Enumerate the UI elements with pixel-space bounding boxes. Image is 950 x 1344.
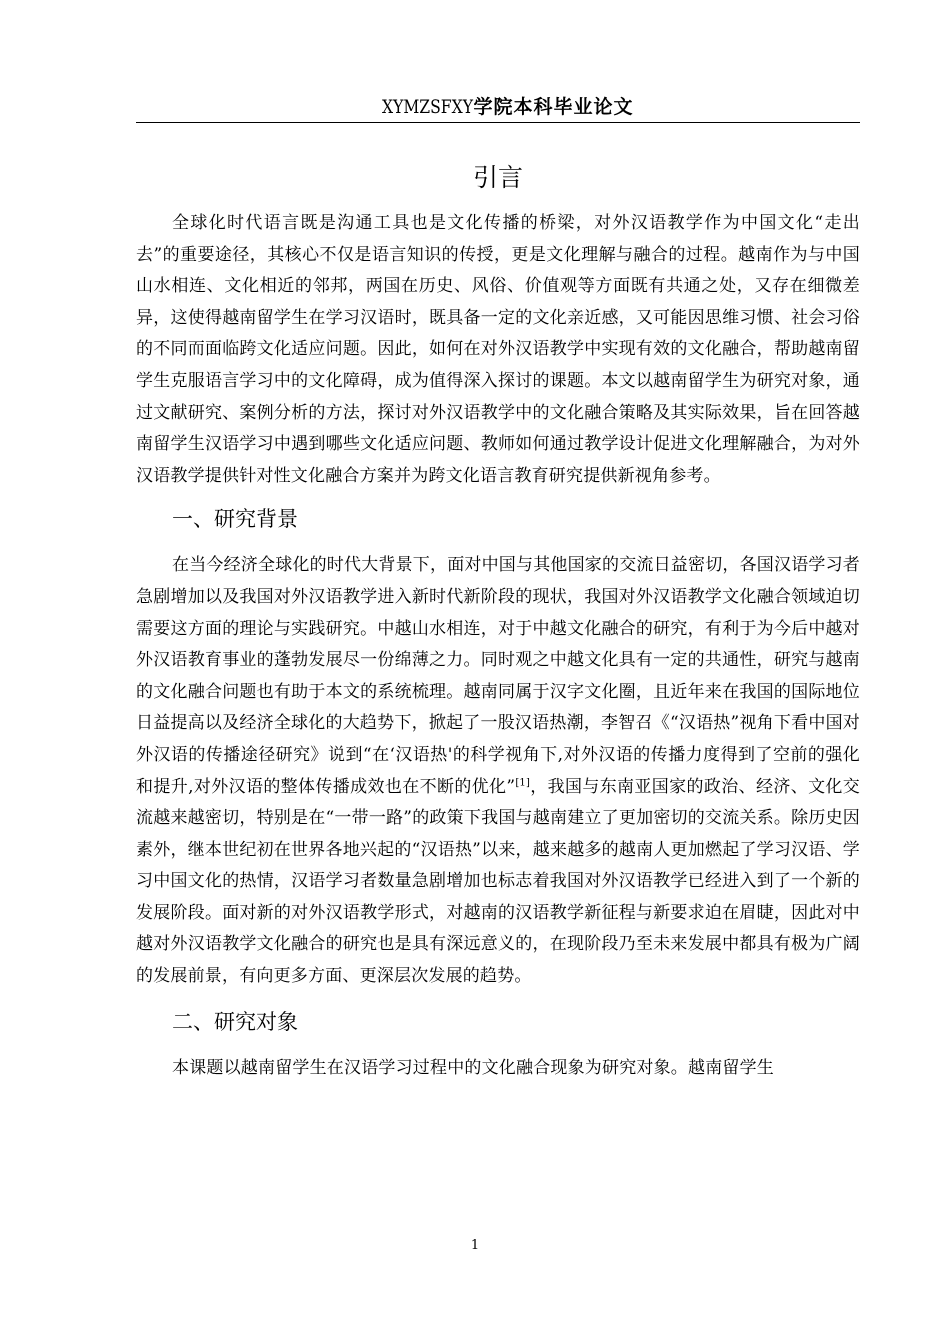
document-body [136,150,860,1084]
running-header [136,96,860,123]
section-heading-subject: 二、研究对象 [172,1009,298,1034]
intro-paragraph: 全球化时代语言既是沟通工具也是文化传播的桥梁，对外汉语教学作为中国文化“走出去”的重要途径，其核心不仅是语言知识的传授，更是文化理解与融合的过程。越南作为与中国山水相连、文化相近的邻邦，两国在历史、风俗、价值观等方面既有共通之处，又存在细微差异，这使得越南留学生在学习汉语时，既具备一定的文化亲近感，又可能因思维习惯、社会习俗的不同而面临跨文化适应问题。因此，如何在对外汉语教学中实现有效的文化融合，帮助越南留学生克服语言学习中的文化障碍，成为值得深入探讨的课题。本文以越南留学生为研究对象，通过文献研究、案例分析的方法，探讨对外汉语教学中的文化融合策略及其实际效果，旨在回答越南留学生汉语学习中遇到哪些文化适应问题、教师如何通过教学设计促进文化理解融合，为对外汉语教学提供针对性文化融合方案并为跨文化语言教育研究提供新视角参考。 [136,213,860,486]
page-title: 引言 [472,163,523,192]
subject-paragraph: 本课题以越南留学生在汉语学习过程中的文化融合现象为研究对象。越南留学生 [172,1057,774,1078]
section-heading-background: 一、研究背景 [172,507,298,532]
page-number: 1 [470,1238,480,1253]
background-paragraph-part2: ，我国与东南亚国家的政治、经济、文化交流越来越密切，特别是在“一带一路”的政策下我国与越南建立了更加密切的交流关系。除历史因素外，继本世纪初在世界各地兴起的“汉语热”以来，越来越多的越南人更加燃起了学习汉语、学习中国文化的热情，汉语学习者数量急剧增加也标志着我国对外汉语教学已经进入到了一个新的发展阶段。面对新的对外汉语教学形式，对越南的汉语教学新征程与新要求迫在眉睫，因此对中越对外汉语教学文化融合的研究也是具有深远意义的，在现阶段乃至未来发展中都具有极为广阔的发展前景，有向更多方面、更深层次发展的趋势。 [136,776,860,987]
citation-marker: [1] [515,776,531,788]
background-paragraph-part1: 在当今经济全球化的时代大背景下，面对中国与其他国家的交流日益密切，各国汉语学习者急剧增加以及我国对外汉语教学进入新时代新阶段的现状，我国对外汉语教学文化融合领域迫切需要这方面的理论与实践研究。中越山水相连，对于中越文化融合的研究，有利于为今后中越对外汉语教育事业的蓬勃发展尽一份绵薄之力。同时观之中越文化具有一定的共通性，研究与越南的文化融合问题也有助于本文的系统梳理。越南同属于汉字文化圈，且近年来在我国的国际地位日益提高以及经济全球化的大趋势下，掀起了一股汉语热潮，李智召《“汉语热”视角下看中国对外汉语的传播途径研究》说到“在‘汉语热'的科学视角下,对外汉语的传播力度得到了空前的强化和提升,对外汉语的整体传播成效也在不断的优化” [136,555,860,797]
header-title: 学院本科毕业论文 [473,96,634,118]
header-code: XYMZSFXY [382,96,474,118]
background-paragraph [136,550,860,992]
